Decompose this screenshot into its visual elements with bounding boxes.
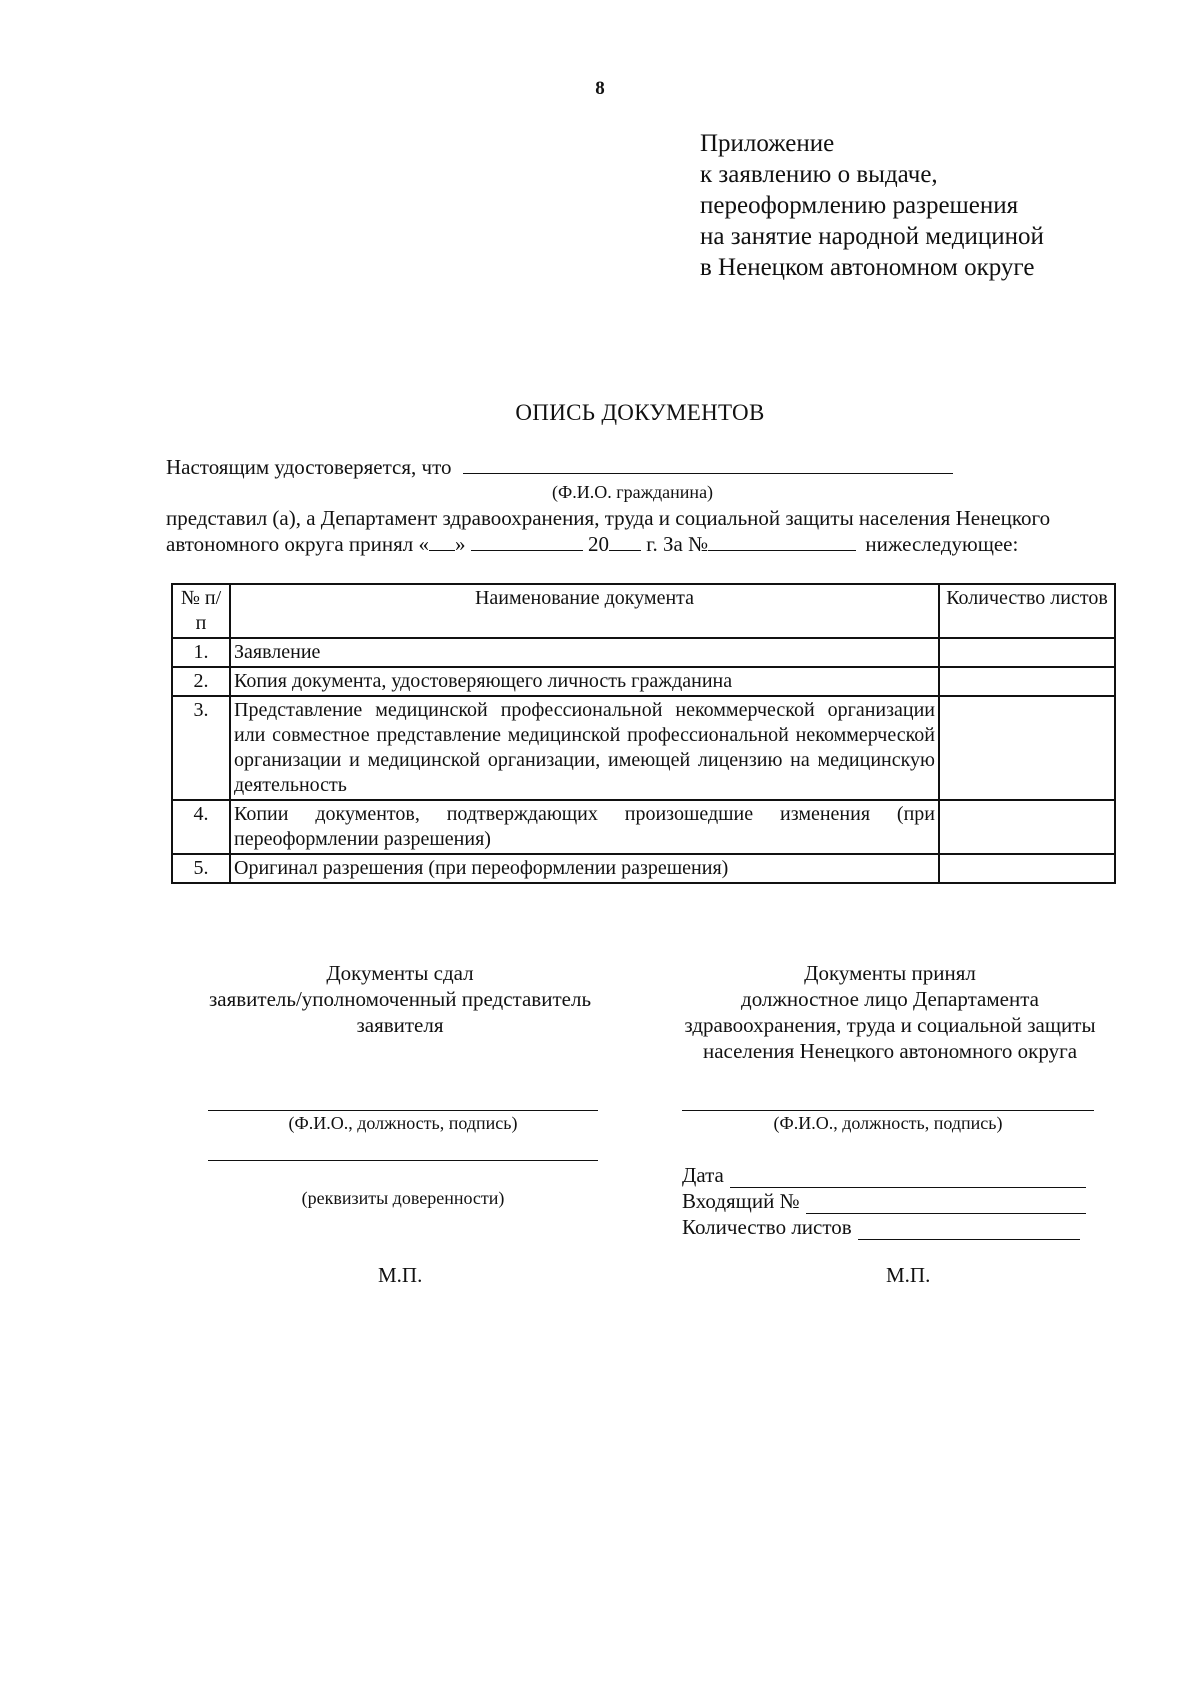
proxy-details-line[interactable]	[208, 1160, 598, 1161]
submitted-heading-line: Документы сдал	[326, 961, 474, 985]
date-field[interactable]	[730, 1169, 1086, 1188]
row-qty[interactable]	[939, 800, 1115, 854]
receiver-signature-line[interactable]	[682, 1110, 1094, 1111]
submitted-heading	[190, 960, 610, 1038]
receiver-stamp-mark: М.П.	[886, 1263, 931, 1287]
statement-line-1: представил (а), а Департамент здравоохранения, труда и социальной защиты населения Ненецкого	[166, 506, 1051, 530]
appendix-line: на занятие народной медициной	[700, 223, 1044, 250]
sheet-count-row	[682, 1214, 1086, 1240]
table-row	[172, 854, 1115, 883]
receiver-signature-caption: (Ф.И.О., должность, подпись)	[773, 1113, 1003, 1133]
header-name: Наименование документа	[230, 584, 939, 638]
statement-text: автономного округа принял «	[166, 532, 430, 556]
table-row	[172, 667, 1115, 696]
statement-text: нижеследующее:	[865, 532, 1019, 556]
incoming-number-row	[682, 1188, 1086, 1214]
number-blank[interactable]	[708, 534, 856, 551]
page-number: 8	[595, 78, 605, 99]
submitter-stamp-mark: М.П.	[378, 1263, 423, 1287]
certify-text: Настоящим удостоверяется, что	[166, 455, 452, 479]
table-header-row	[172, 584, 1115, 638]
statement-text: 20	[588, 532, 610, 556]
document-title: ОПИСЬ ДОКУМЕНТОВ	[515, 400, 765, 425]
received-heading-line: населения Ненецкого автономного округа	[702, 1039, 1078, 1063]
incoming-number-field[interactable]	[806, 1195, 1086, 1214]
submitted-heading-line: заявитель/уполномоченный представитель	[208, 987, 592, 1011]
citizen-name-caption: (Ф.И.О. гражданина)	[552, 482, 714, 502]
submitter-signature-caption: (Ф.И.О., должность, подпись)	[288, 1113, 518, 1133]
month-blank[interactable]	[471, 534, 583, 551]
sheet-count-field[interactable]	[858, 1221, 1080, 1240]
row-qty[interactable]	[939, 638, 1115, 667]
row-qty[interactable]	[939, 696, 1115, 800]
received-heading-line: должностное лицо Департамента	[741, 987, 1039, 1011]
row-name: Оригинал разрешения (при переоформлении разрешения)	[230, 854, 939, 883]
header-qty: Количество листов	[939, 584, 1115, 638]
documents-table	[171, 583, 1116, 884]
date-label: Дата	[682, 1163, 724, 1187]
received-heading	[655, 960, 1125, 1064]
statement-text: »	[455, 532, 466, 556]
proxy-details-caption: (реквизиты доверенности)	[301, 1188, 505, 1208]
row-num: 3.	[172, 696, 230, 800]
statement-line-2	[166, 532, 1018, 557]
submitter-signature-line[interactable]	[208, 1110, 598, 1111]
table-row	[172, 696, 1115, 800]
year-blank[interactable]	[609, 534, 641, 551]
row-name: Копия документа, удостоверяющего личность гражданина	[230, 667, 939, 696]
row-num: 1.	[172, 638, 230, 667]
receipt-fields	[682, 1162, 1086, 1240]
row-qty[interactable]	[939, 854, 1115, 883]
received-heading-line: Документы принял	[804, 961, 976, 985]
row-qty[interactable]	[939, 667, 1115, 696]
table-row	[172, 800, 1115, 854]
date-row	[682, 1162, 1086, 1188]
row-num: 2.	[172, 667, 230, 696]
statement-text: г. За №	[646, 532, 709, 556]
submitted-heading-line: заявителя	[356, 1013, 444, 1037]
row-num: 4.	[172, 800, 230, 854]
day-blank[interactable]	[429, 534, 455, 551]
received-heading-line: здравоохранения, труда и социальной защиты	[684, 1013, 1096, 1037]
sheet-count-label: Количество листов	[682, 1215, 852, 1239]
row-name: Представление медицинской профессиональной некоммерческой организации или совместное представление медицинской профессиональной некоммерческой организации и медицинской организации, имеющей лицензию на медицинскую деятельность	[230, 696, 939, 800]
appendix-line: Приложение	[700, 130, 835, 157]
row-name: Копии документов, подтверждающих произошедшие изменения (при переоформлении разрешения)	[230, 800, 939, 854]
row-num: 5.	[172, 854, 230, 883]
row-name: Заявление	[230, 638, 939, 667]
appendix-block	[700, 128, 1044, 283]
certify-line	[166, 455, 953, 480]
appendix-line: переоформлению разрешения	[700, 192, 1019, 219]
citizen-name-blank[interactable]	[463, 457, 953, 474]
appendix-line: в Ненецком автономном округе	[700, 254, 1035, 281]
header-num: № п/п	[172, 584, 230, 638]
table-row	[172, 638, 1115, 667]
appendix-line: к заявлению о выдаче,	[700, 161, 938, 188]
incoming-number-label: Входящий №	[682, 1189, 800, 1213]
